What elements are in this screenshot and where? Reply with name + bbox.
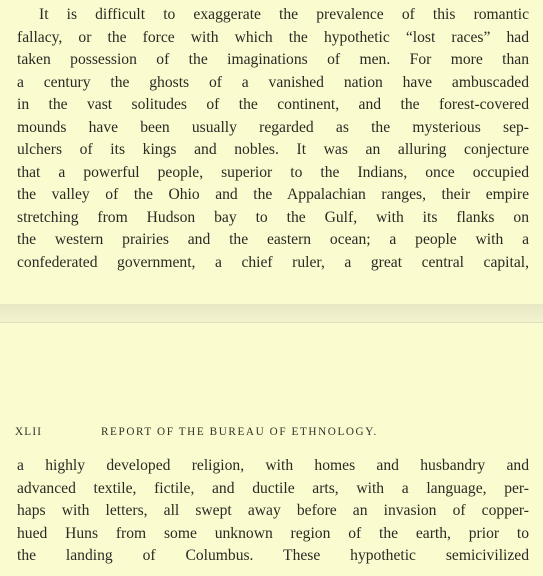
page-bottom [0,322,543,576]
text-line: haps with letters, all swept away before an invasion of copper- [17,502,529,519]
text-line: the western prairies and the eastern ocean; a people with a [17,231,529,248]
text-line: It is difficult to exaggerate the prevalence of this romantic [39,6,529,23]
text-line: fallacy, or the force with which the hypothetic “lost races” had [17,28,529,46]
text-line: that a powerful people, superior to the Indians, once occupied [17,163,529,181]
text-line: ulchers of its kings and nobles. It was an alluring conjecture [17,141,529,158]
text-line: stretching from Hudson bay to the Gulf, with its flanks on [17,208,529,226]
text-line: in the vast solitudes of the continent, and the forest-covered [17,96,529,113]
body-text [17,455,529,568]
text-line: hued Huns from some unknown region of the earth, prior to [17,524,529,542]
page-separator [0,304,543,322]
text-line: taken possession of the imaginations of men. For more than [17,51,529,68]
running-head [15,426,515,438]
text-line: the valley of the Ohio and the Appalachian ranges, their empire [17,186,529,203]
running-head-title: REPORT OF THE BUREAU OF ETHNOLOGY. [101,426,378,438]
text-line: advanced textile, fictile, and ductile arts, with a language, per- [17,479,529,497]
text-line: the landing of Columbus. These hypothetic semicivilized [17,547,529,564]
body-text [17,4,529,274]
text-line: confederated government, a chief ruler, a great central capital, [17,253,529,271]
text-line: a highly developed religion, with homes and husbandry and [17,457,529,474]
text-line: a century the ghosts of a vanished nation have ambuscaded [17,73,529,91]
page-number: XLII [15,426,43,438]
text-line: mounds have been usually regarded as the mysterious sep- [17,118,529,136]
